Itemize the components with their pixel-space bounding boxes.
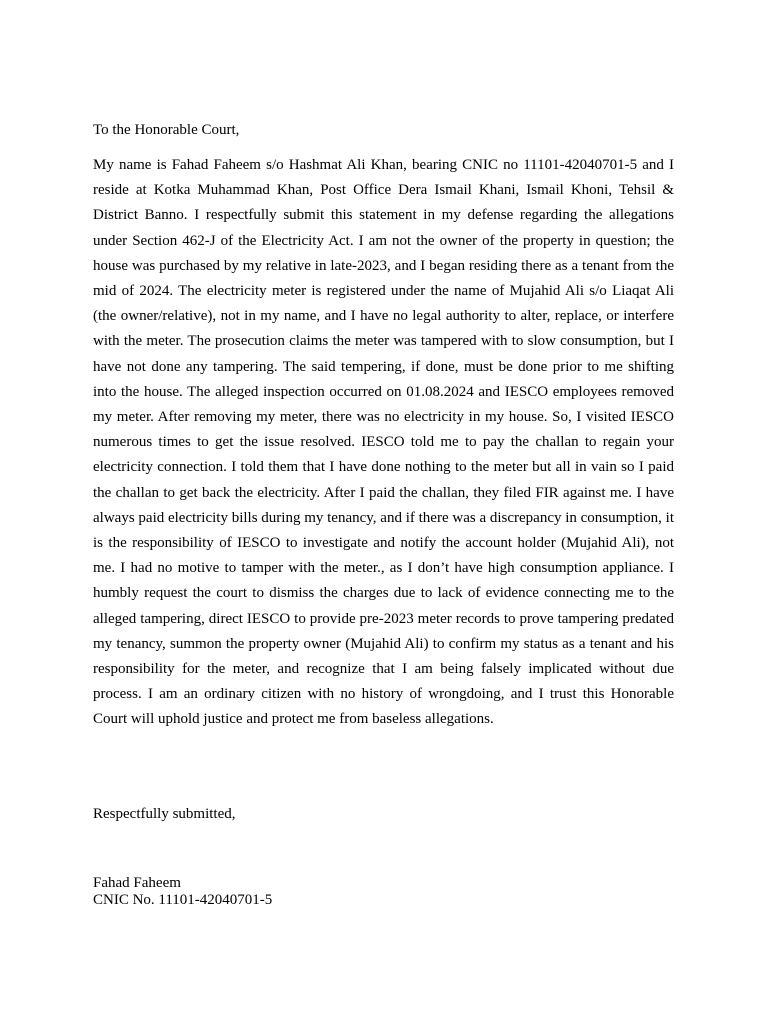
signature-cnic: CNIC No. 11101-42040701-5: [93, 892, 273, 908]
signature-block: [93, 875, 272, 909]
statement-body: My name is Fahad Faheem s/o Hashmat Ali Khan, bearing CNIC no 11101-42040701-5 and I reside at Kotka Muhammad Khan, Post Office Dera Ismail Khani, Ismail Khoni, Tehsil & District Banno. I respectfully submit this statement in my defense regarding the allegations under Section 462-J of the Electricity Act. I am not the owner of the property in question; the house was purchased by my relative in late-2023, and I began residing there as a tenant from the mid of 2024. The electricity meter is registered under the name of Mujahid Ali s/o Liaqat Ali (the owner/relative), not in my name, and I have no legal authority to alter, replace, or interfere with the meter. The prosecution claims the meter was tampered with to slow consumption, but I have not done any tampering. The said tempering, if done, must be done prior to me shifting into the house. The alleged inspection occurred on 01.08.2024 and IESCO employees removed my meter. After removing my meter, there was no electricity in my house. So, I visited IESCO numerous times to get the issue resolved. IESCO told me to pay the challan to regain your electricity connection. I told them that I have done nothing to the meter but all in vain so I paid the challan to get back the electricity. After I paid the challan, they filed FIR against me. I have always paid electricity bills during my tenancy, and if there was a discrepancy in consumption, it is the responsibility of IESCO to investigate and notify the account holder (Mujahid Ali), not me. I had no motive to tamper with the meter., as I don’t have high consumption appliance. I humbly request the court to dismiss the charges due to lack of evidence connecting me to the alleged tampering, direct IESCO to provide pre-2023 meter records to prove tampering predated my tenancy, summon the property owner (Mujahid Ali) to confirm my status as a tenant and his responsibility for the meter, and recognize that I am being falsely implicated without due process. I am an ordinary citizen with no history of wrongdoing, and I trust this Honorable Court will uphold justice and protect me from baseless allegations.: [93, 157, 674, 728]
document-page: [93, 0, 674, 1024]
salutation: To the Honorable Court,: [93, 122, 240, 138]
signature-name: Fahad Faheem: [93, 875, 181, 891]
closing-line: Respectfully submitted,: [93, 806, 236, 822]
